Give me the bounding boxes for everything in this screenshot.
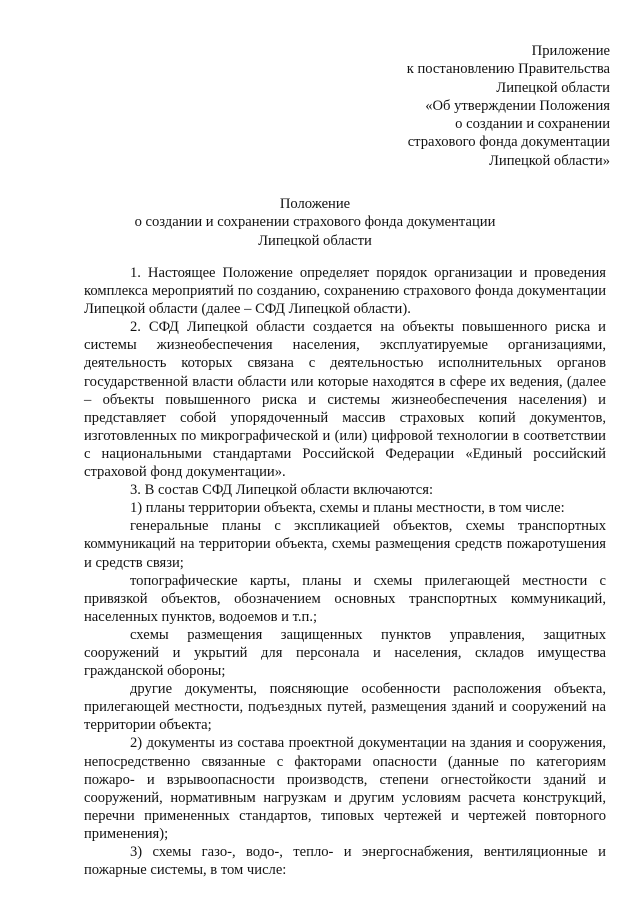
header-line: Приложение	[531, 43, 610, 59]
paragraph: схемы размещения защищенных пунктов управления, защитных сооружений и укрытий для персонала и населения, складов имущества гражданской обороны;	[84, 626, 606, 680]
header-line: страхового фонда документации	[407, 134, 610, 151]
paragraph: 1) планы территории объекта, схемы и планы местности, в том числе:	[130, 500, 565, 517]
document-body	[84, 264, 606, 879]
header-line: Липецкой области»	[489, 152, 610, 169]
paragraph: 3. В состав СФД Липецкой области включаются:	[130, 482, 434, 499]
header-line: Липецкой области	[496, 79, 610, 96]
paragraph: 2) документы из состава проектной документации на здания и сооружения, непосредственно связанные с факторами опасности (данные по категориям пожаро- и взрывоопасности производств, степени огнестойкости зданий и сооружений, нормативным нагрузкам и другим условиям расчета конструкций, перечни примененных стандартов, типовых чертежей и чертежей повторного применения);	[84, 735, 606, 842]
title-line: Положение	[279, 196, 351, 212]
header-line: «Об утверждении Положения	[425, 97, 610, 114]
document-title	[70, 195, 560, 250]
paragraph: генеральные планы с экспликацией объектов, схемы транспортных коммуникаций на территории объекта, схемы размещения средств пожаротушения и средств связи;	[84, 518, 606, 571]
paragraph: 2. СФД Липецкой области создается на объекты повышенного риска и системы жизнеобеспечения населения, эксплуатируемые организациями, деятельность которых связана с деятельностью исполнительных органов государственной власти области или которые находятся в сфере их ведения, (далее – объекты повышенного риска и системы жизнеобеспечения населения) и представляет собой упорядоченный массив страховых копий документов, изготовленных по микрографической и (или) цифровой технологии в соответствии с национальными стандартами Российской Федерации «Единый российский страховой фонд документации».	[84, 319, 606, 481]
paragraph: 3) схемы газо-, водо-, тепло- и энергоснабжения, вентиляционные и пожарные системы, в том числе:	[84, 844, 606, 879]
paragraph: 1. Настоящее Положение определяет порядок организации и проведения комплекса мероприятий по созданию, сохранению страхового фонда документации Липецкой области (далее – СФД Липецкой области).	[84, 265, 606, 318]
paragraph: другие документы, поясняющие особенности расположения объекта, прилегающей местности, подъездных путей, размещения зданий и сооружений на территории объекта;	[84, 681, 606, 734]
paragraph: топографические карты, планы и схемы прилегающей местности с привязкой объектов, обозначением основных транспортных коммуникаций, населенных пунктов, водоемов и т.п.;	[84, 572, 606, 625]
appendix-header	[320, 42, 610, 170]
title-line: Липецкой области	[258, 232, 372, 249]
title-line: о создании и сохранении страхового фонда документации	[134, 214, 496, 231]
header-line: о создании и сохранении	[455, 116, 610, 133]
header-line: к постановлению Правительства	[406, 61, 610, 78]
